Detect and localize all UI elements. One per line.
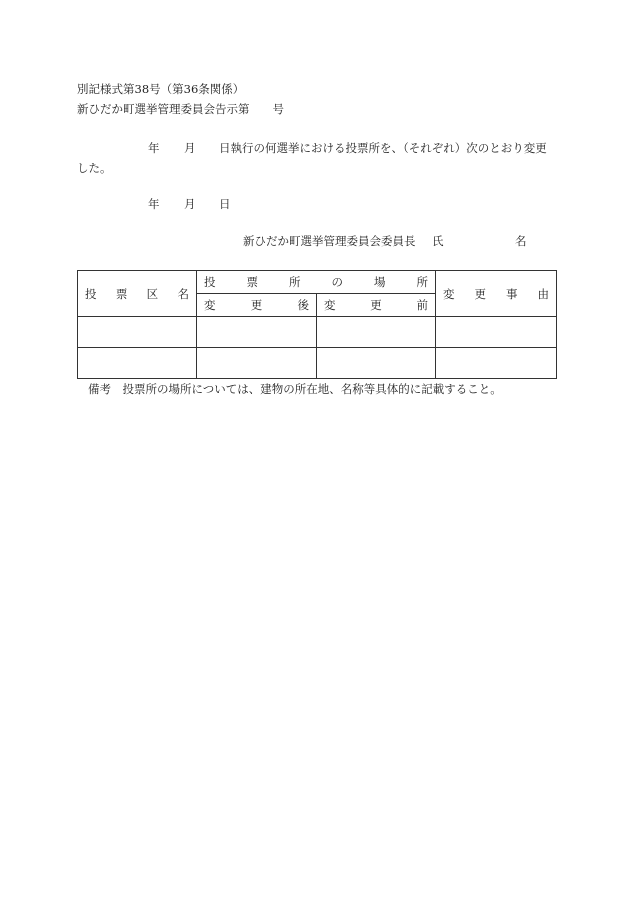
- header-char: 変: [324, 298, 336, 312]
- table-cell: [317, 317, 436, 348]
- table-cell: [197, 348, 317, 379]
- header-after-change: [197, 294, 317, 317]
- header-char: 更: [474, 286, 486, 301]
- header-char: 投: [85, 286, 97, 301]
- header-before-change: [317, 294, 436, 317]
- body-year: 年: [148, 141, 160, 155]
- notice-title: 新ひだか町選挙管理委員会告示第 号: [77, 102, 284, 116]
- header-char: 名: [177, 286, 189, 301]
- table-cell: [317, 348, 436, 379]
- header-char: 前: [416, 298, 428, 312]
- signature-mei: 名: [515, 234, 527, 248]
- header-char: 区: [146, 286, 159, 301]
- date-year: 年: [148, 197, 160, 211]
- signature-shi: 氏: [432, 234, 444, 248]
- table-cell: [78, 348, 197, 379]
- header-change-reason: [436, 271, 557, 317]
- header-char: 更: [370, 298, 382, 312]
- date-month: 月: [184, 197, 196, 211]
- header-polling-place-location: [197, 271, 436, 294]
- header-char: 投: [204, 275, 216, 289]
- header-char: 変: [204, 298, 216, 312]
- header-char: 変: [443, 286, 455, 301]
- table-cell: [78, 317, 197, 348]
- header-char: 票: [246, 275, 258, 289]
- header-char: 事: [506, 286, 518, 301]
- table-row: [78, 348, 557, 379]
- header-char: 場: [374, 275, 386, 289]
- polling-place-table: [77, 270, 557, 379]
- signature-title: 新ひだか町選挙管理委員会委員長: [243, 234, 416, 248]
- header-char: 所: [289, 275, 301, 289]
- body-text-continued: した。: [77, 161, 112, 175]
- date-day: 日: [219, 197, 231, 211]
- remark-note: 備考 投票所の場所については、建物の所在地、名称等具体的に記載すること。: [88, 382, 502, 396]
- header-char: 更: [250, 298, 263, 312]
- header-char: 由: [537, 286, 549, 301]
- table-row: [78, 317, 557, 348]
- body-month: 月: [184, 141, 196, 155]
- header-char: 票: [115, 286, 128, 301]
- table-cell: [436, 317, 557, 348]
- header-char: の: [331, 275, 343, 289]
- body-text: 日執行の何選挙における投票所を、（それぞれ）次のとおり変更: [219, 141, 547, 155]
- table-cell: [197, 317, 317, 348]
- table-cell: [436, 348, 557, 379]
- header-char: 所: [416, 275, 428, 289]
- form-number: 別記様式第38号（第36条関係）: [77, 82, 245, 96]
- header-district-name: [78, 271, 197, 317]
- header-char: 後: [297, 298, 309, 312]
